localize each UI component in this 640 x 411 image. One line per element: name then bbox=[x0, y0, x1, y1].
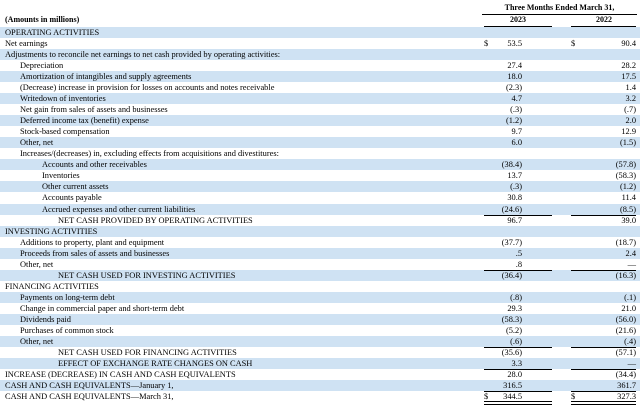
value-2022: 2.4 bbox=[625, 248, 636, 258]
value-2023: 27.4 bbox=[507, 61, 522, 71]
row-label: FINANCING ACTIVITIES bbox=[5, 281, 99, 291]
year-2023-header: 2023 bbox=[510, 15, 526, 24]
value-2023: (38.4) bbox=[501, 160, 522, 170]
subtotal-rule bbox=[484, 391, 552, 392]
value-2022: 2.0 bbox=[625, 116, 636, 126]
value-2023: (35.6) bbox=[501, 347, 522, 357]
value-2023: (2.3) bbox=[505, 83, 522, 93]
value-2022: (1.5) bbox=[619, 138, 636, 148]
year-2022-header: 2022 bbox=[596, 15, 612, 24]
table-row bbox=[0, 192, 640, 203]
value-2023: .5 bbox=[515, 248, 522, 258]
value-2023: (36.4) bbox=[501, 270, 522, 280]
value-2023: (.3) bbox=[510, 182, 522, 192]
row-label: Writedown of inventories bbox=[20, 94, 106, 104]
table-row bbox=[0, 38, 640, 49]
row-label: Other, net bbox=[20, 259, 54, 269]
value-2023: .8 bbox=[515, 259, 522, 269]
table-row bbox=[0, 126, 640, 137]
value-2023: 18.0 bbox=[507, 72, 522, 82]
row-label: NET CASH PROVIDED BY OPERATING ACTIVITIES bbox=[58, 215, 253, 225]
value-2022: (21.6) bbox=[615, 325, 636, 335]
value-2023: 6.0 bbox=[511, 138, 522, 148]
value-2022: 12.9 bbox=[621, 127, 636, 137]
subtotal-rule bbox=[484, 369, 552, 370]
value-2023: 30.8 bbox=[507, 193, 522, 203]
total-double-rule bbox=[571, 401, 636, 405]
row-label: CASH AND CASH EQUIVALENTS—January 1, bbox=[5, 381, 174, 390]
value-2022: (34.4) bbox=[615, 369, 636, 379]
value-2023: (5.2) bbox=[505, 325, 522, 335]
value-2023: (58.3) bbox=[501, 314, 522, 324]
table-row bbox=[0, 380, 640, 391]
table-row bbox=[0, 170, 640, 181]
value-2023: 316.5 bbox=[503, 381, 522, 390]
row-label: Amortization of intangibles and supply agreements bbox=[20, 72, 192, 82]
table-row bbox=[0, 237, 640, 248]
row-label: EFFECT OF EXCHANGE RATE CHANGES ON CASH bbox=[58, 358, 253, 368]
row-label: Increases/(decreases) in, excluding effects from acquisitions and divestitures: bbox=[20, 149, 279, 159]
value-2023: (.3) bbox=[510, 105, 522, 115]
row-label: CASH AND CASH EQUIVALENTS—March 31, bbox=[5, 392, 174, 402]
subtotal-rule bbox=[484, 215, 552, 216]
row-label: OPERATING ACTIVITIES bbox=[5, 28, 100, 37]
row-label: NET CASH USED FOR INVESTING ACTIVITIES bbox=[58, 270, 236, 280]
table-row bbox=[0, 181, 640, 192]
row-label: Other current assets bbox=[42, 182, 109, 192]
table-row bbox=[0, 93, 640, 104]
table-row bbox=[0, 347, 640, 358]
table-row bbox=[0, 49, 640, 60]
value-2022: — bbox=[627, 358, 636, 368]
value-2022: 361.7 bbox=[617, 381, 636, 390]
table-row bbox=[0, 270, 640, 281]
subtotal-rule bbox=[571, 215, 636, 216]
value-2023: 53.5 bbox=[507, 39, 522, 49]
value-2023: (.8) bbox=[510, 292, 522, 302]
row-label: Other, net bbox=[20, 138, 54, 148]
row-label: Inventories bbox=[42, 171, 80, 181]
value-2023: (1.2) bbox=[505, 116, 522, 126]
value-2022: 90.4 bbox=[621, 39, 636, 49]
table-row bbox=[0, 82, 640, 93]
row-label: Payments on long-term debt bbox=[20, 292, 115, 302]
row-label: Deferred income tax (benefit) expense bbox=[20, 116, 149, 126]
value-2022: (.1) bbox=[624, 292, 636, 302]
table-row bbox=[0, 60, 640, 71]
table-row bbox=[0, 204, 640, 215]
value-2023: 4.7 bbox=[511, 94, 522, 104]
period-header: Three Months Ended March 31, bbox=[504, 3, 615, 12]
value-2022: (58.3) bbox=[615, 171, 636, 181]
value-2022: 39.0 bbox=[621, 215, 636, 225]
value-2022: (57.1) bbox=[615, 347, 636, 357]
row-label: Accrued expenses and other current liabilities bbox=[42, 204, 196, 214]
statement-rows bbox=[0, 27, 640, 402]
value-2022: (56.0) bbox=[615, 314, 636, 324]
row-label: Adjustments to reconcile net earnings to net cash provided by operating activities: bbox=[5, 50, 281, 60]
row-label: Additions to property, plant and equipment bbox=[20, 237, 165, 247]
subtotal-rule bbox=[571, 391, 636, 392]
row-label: Net gain from sales of assets and businesses bbox=[20, 105, 168, 115]
value-2022: (.7) bbox=[624, 105, 636, 115]
value-2023: 3.3 bbox=[511, 358, 522, 368]
table-row bbox=[0, 314, 640, 325]
row-label: Accounts payable bbox=[42, 193, 102, 203]
row-label: INVESTING ACTIVITIES bbox=[5, 226, 98, 236]
value-2022: 21.0 bbox=[621, 303, 636, 313]
value-2022: (57.8) bbox=[615, 160, 636, 170]
row-label: (Decrease) increase in provision for losses on accounts and notes receivable bbox=[20, 83, 275, 93]
value-2022: (8.5) bbox=[619, 204, 636, 214]
row-label: Dividends paid bbox=[20, 314, 71, 324]
value-2022: (1.2) bbox=[619, 182, 636, 192]
table-row bbox=[0, 369, 640, 380]
row-label: Purchases of common stock bbox=[20, 325, 114, 335]
table-row bbox=[0, 325, 640, 336]
subtotal-rule bbox=[571, 347, 636, 348]
row-label: Proceeds from sales of assets and businesses bbox=[20, 248, 170, 258]
subtotal-rule bbox=[571, 369, 636, 370]
row-label: Other, net bbox=[20, 336, 54, 346]
currency-symbol: $ bbox=[571, 392, 576, 402]
value-2023: 13.7 bbox=[507, 171, 522, 181]
value-2023: (37.7) bbox=[501, 237, 522, 247]
row-label: Depreciation bbox=[20, 61, 64, 71]
subtotal-rule bbox=[484, 270, 552, 271]
currency-symbol: $ bbox=[484, 392, 489, 402]
value-2023: 29.3 bbox=[507, 303, 522, 313]
value-2023: 9.7 bbox=[511, 127, 522, 137]
value-2023: (24.6) bbox=[501, 204, 522, 214]
value-2022: 11.4 bbox=[621, 193, 636, 203]
table-row bbox=[0, 281, 640, 292]
value-2022: 3.2 bbox=[625, 94, 636, 104]
table-row bbox=[0, 215, 640, 226]
currency-symbol: $ bbox=[484, 39, 489, 49]
table-row bbox=[0, 159, 640, 170]
value-2023: 344.5 bbox=[503, 392, 522, 402]
value-2023: 96.7 bbox=[507, 215, 522, 225]
table-row bbox=[0, 259, 640, 270]
table-row bbox=[0, 292, 640, 303]
subtotal-rule bbox=[571, 270, 636, 271]
units-label: (Amounts in millions) bbox=[5, 15, 80, 24]
value-2022: (.4) bbox=[624, 336, 636, 346]
row-label: Accounts and other receivables bbox=[42, 160, 147, 170]
subtotal-rule bbox=[484, 347, 552, 348]
table-row bbox=[0, 148, 640, 159]
table-row bbox=[0, 137, 640, 148]
value-2023: 28.0 bbox=[507, 369, 522, 379]
row-label: Stock-based compensation bbox=[20, 127, 110, 137]
table-row bbox=[0, 226, 640, 237]
value-2022: 17.5 bbox=[621, 72, 636, 82]
total-double-rule bbox=[484, 401, 552, 405]
table-row bbox=[0, 248, 640, 259]
currency-symbol: $ bbox=[571, 39, 576, 49]
table-row bbox=[0, 336, 640, 347]
value-2022: (16.3) bbox=[615, 270, 636, 280]
table-row bbox=[0, 104, 640, 115]
value-2022: (18.7) bbox=[615, 237, 636, 247]
value-2022: 28.2 bbox=[621, 61, 636, 71]
value-2022: — bbox=[627, 259, 636, 269]
row-label: INCREASE (DECREASE) IN CASH AND CASH EQUIVALENTS bbox=[5, 369, 236, 379]
value-2022: 1.4 bbox=[625, 83, 636, 93]
value-2023: (.6) bbox=[510, 336, 522, 346]
table-row bbox=[0, 391, 640, 402]
row-label: Change in commercial paper and short-term debt bbox=[20, 303, 185, 313]
table-row bbox=[0, 115, 640, 126]
table-row bbox=[0, 303, 640, 314]
table-row bbox=[0, 358, 640, 369]
table-row bbox=[0, 71, 640, 82]
table-row bbox=[0, 27, 640, 38]
row-label: NET CASH USED FOR FINANCING ACTIVITIES bbox=[58, 347, 237, 357]
row-label: Net earnings bbox=[5, 39, 48, 49]
value-2022: 327.3 bbox=[617, 392, 636, 402]
